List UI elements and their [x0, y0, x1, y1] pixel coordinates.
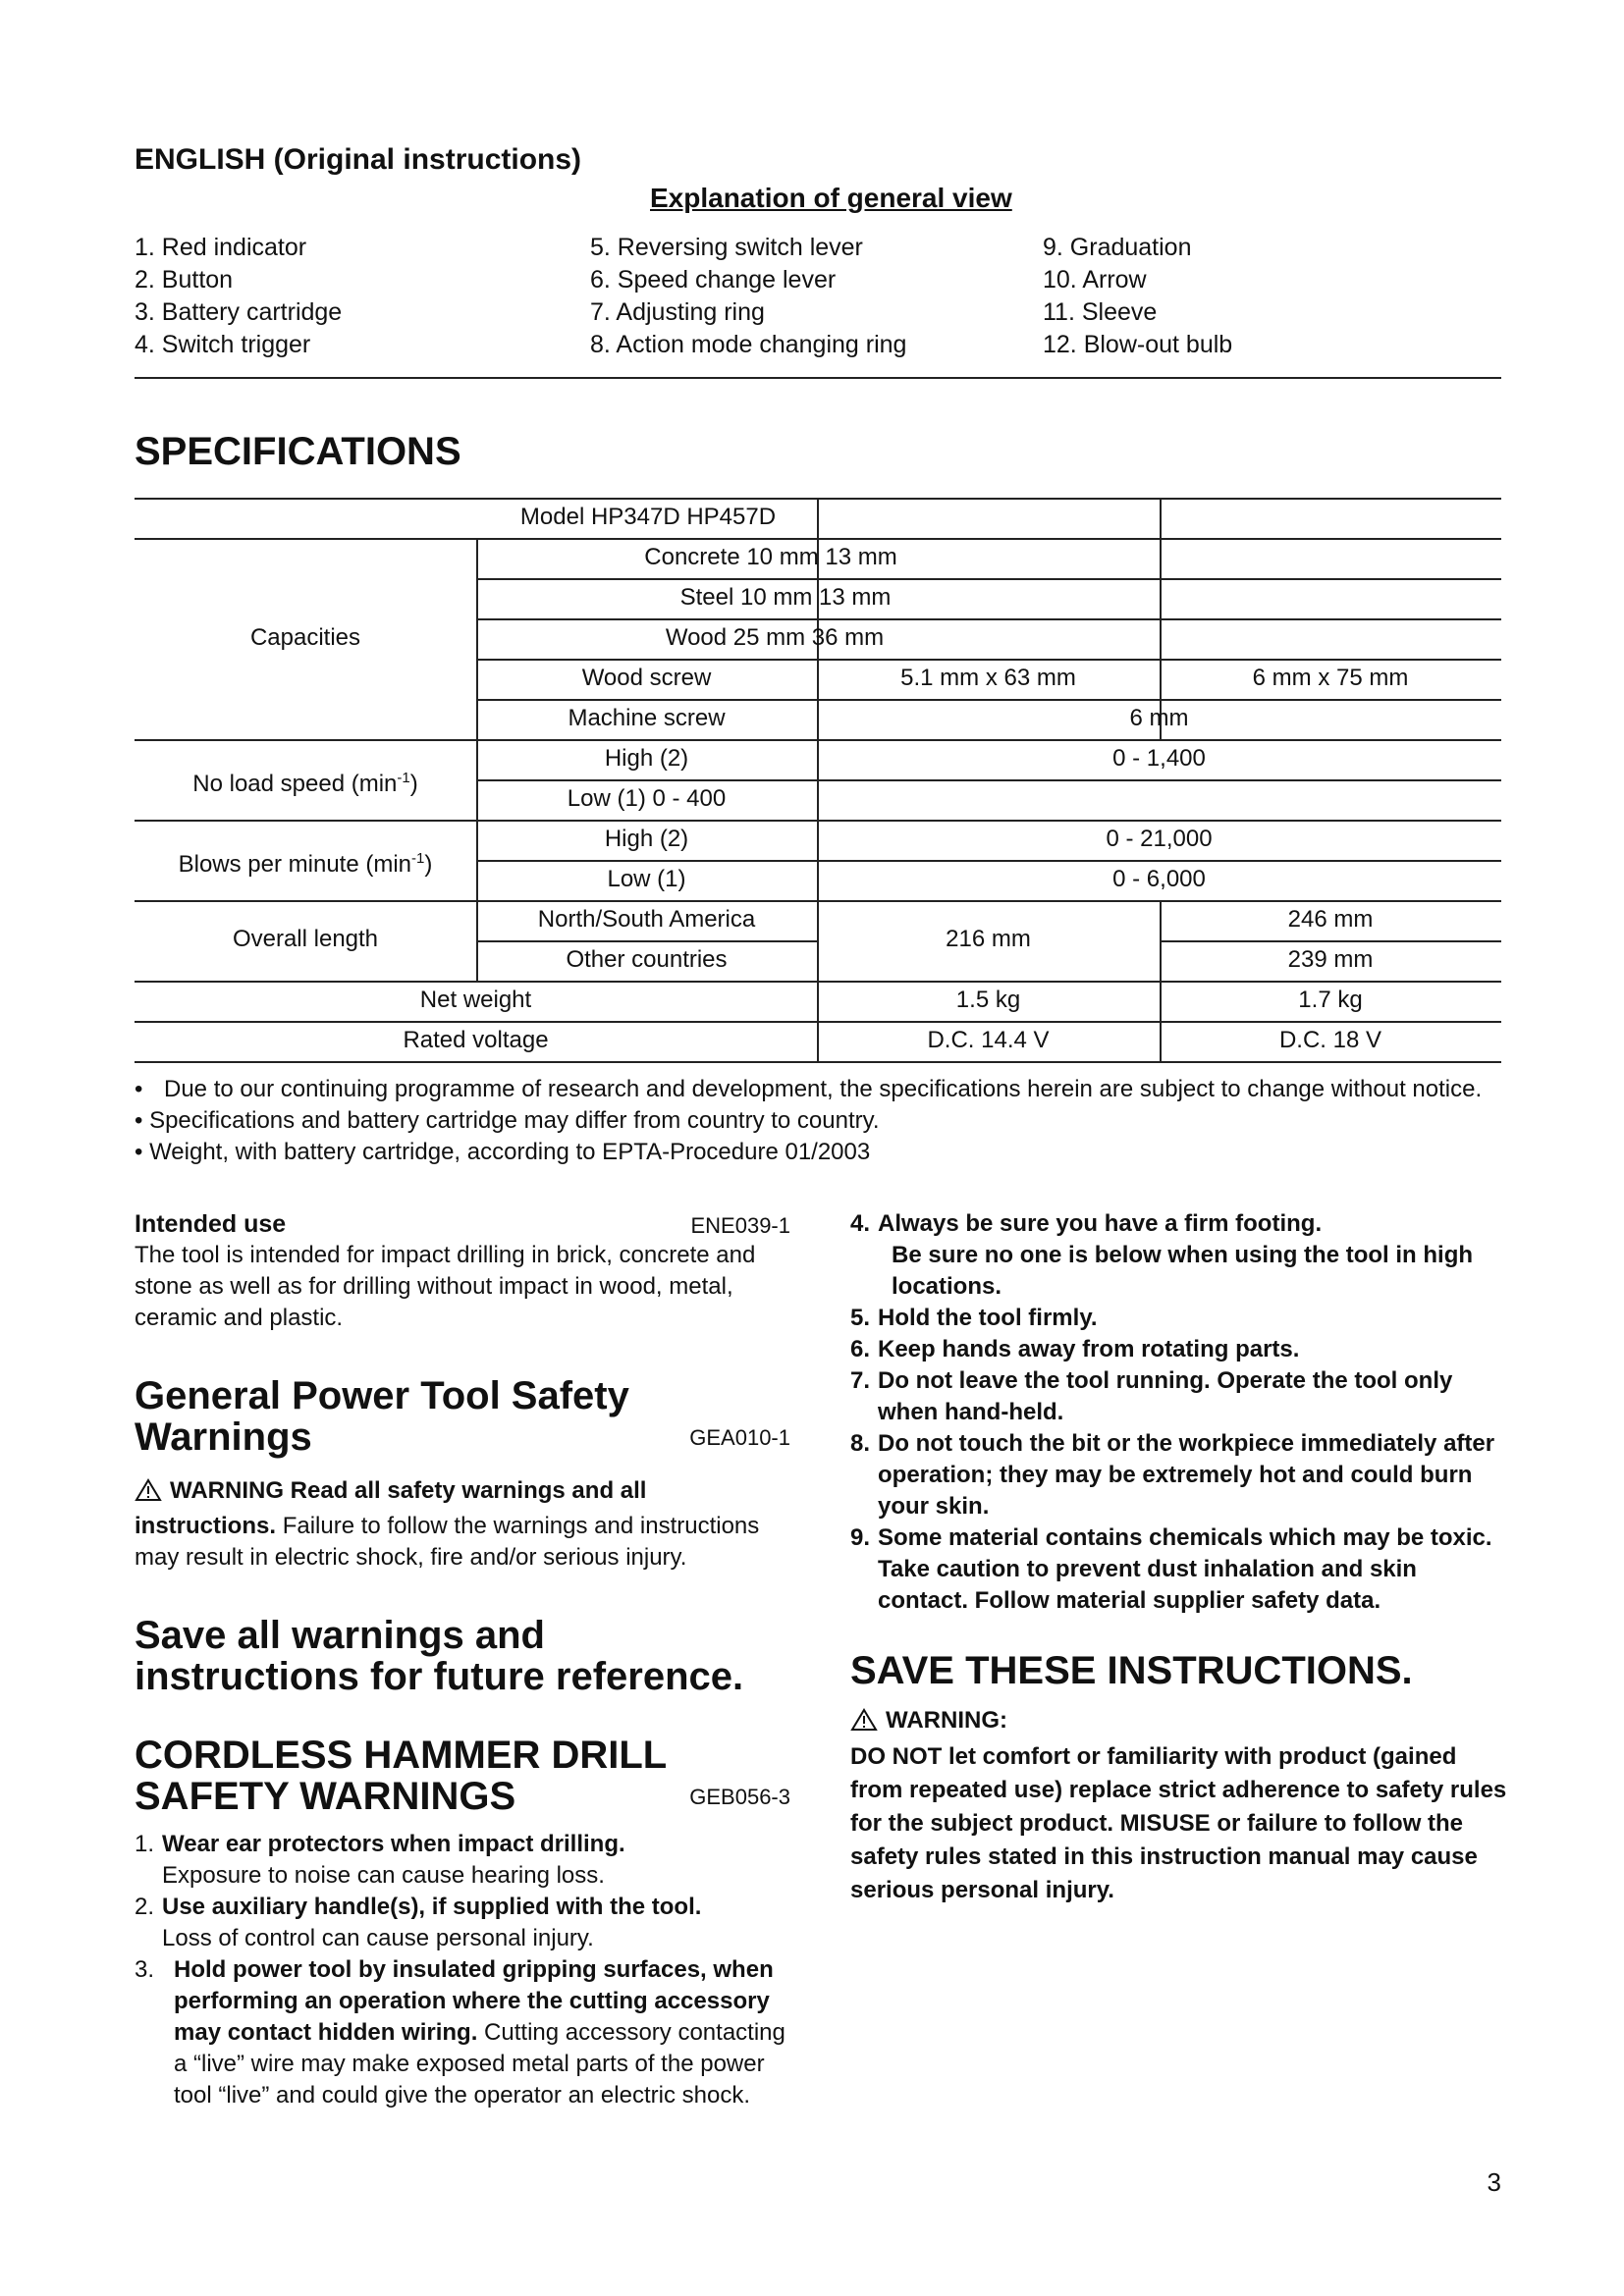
part-item: 6. Speed change lever	[590, 266, 837, 294]
bpm-low-label: Low (1)	[607, 866, 686, 892]
paren: )	[424, 851, 433, 878]
part-item: 12. Blow-out bulb	[1043, 331, 1233, 358]
explanation-heading: Explanation of general view	[650, 183, 1012, 213]
save-these-warning-label	[850, 1705, 1510, 1740]
item-number: 1.	[135, 1831, 155, 1857]
rated-voltage-b: D.C. 18 V	[1278, 1027, 1382, 1053]
table-rule	[1160, 940, 1501, 942]
model-cell: Model HP347D HP457D	[519, 504, 777, 530]
table-rule	[476, 699, 1501, 701]
part-item: 7. Adjusting ring	[590, 298, 765, 326]
note-item: • Specifications and battery cartridge may differ from country to country.	[135, 1107, 880, 1134]
specifications-table	[0, 0, 1624, 1080]
general-safety-warning	[135, 1475, 790, 1574]
overall-length-label: Overall length	[232, 926, 379, 952]
warning-triangle-icon	[850, 1708, 878, 1740]
cordless-title-1: CORDLESS HAMMER DRILL	[135, 1734, 668, 1777]
note-item	[135, 1075, 1509, 1104]
table-rule	[135, 1061, 1501, 1063]
overall-length-a: 216 mm	[946, 926, 1031, 952]
other-countries-label: Other countries	[566, 946, 728, 973]
wood-screw-label: Wood screw	[581, 665, 712, 691]
item-bold: Keep hands away from rotating parts.	[878, 1336, 1300, 1362]
warning-text: Failure to follow the warnings and instructions may result in electric shock, fire and/or serious injury.	[135, 1513, 760, 1571]
table-rule	[476, 578, 1501, 580]
item-bold-2: Be sure no one is below when using the tool in high locations.	[892, 1242, 1474, 1300]
cordless-code: GEB056-3	[689, 1785, 790, 1809]
item-text: Loss of control can cause personal injury.	[162, 1925, 594, 1951]
list-item	[850, 1365, 1510, 1428]
part-item: 8. Action mode changing ring	[590, 331, 907, 358]
save-these-title: SAVE THESE INSTRUCTIONS.	[850, 1649, 1413, 1692]
save-all-line-2: instructions for future reference.	[135, 1655, 744, 1698]
part-item: 3. Battery cartridge	[135, 298, 343, 326]
rated-voltage-label: Rated voltage	[403, 1027, 549, 1053]
item-number: 5.	[850, 1305, 871, 1331]
paren: )	[409, 771, 418, 797]
bpm-high-label: High (2)	[604, 826, 689, 852]
warning-label: WARNING:	[886, 1707, 1007, 1734]
machine-screw-value: 6 mm	[1129, 705, 1189, 731]
capacities-label: Capacities	[249, 624, 361, 651]
net-weight-label: Net weight	[419, 987, 532, 1013]
general-safety-title-2: Warnings	[135, 1415, 312, 1459]
table-rule	[476, 940, 818, 942]
note-text: Due to our continuing programme of research and development, the specifications herein are subject to change without notice.	[164, 1076, 1483, 1102]
item-text: Exposure to noise can cause hearing loss.	[162, 1862, 605, 1889]
right-column	[850, 1208, 1510, 1907]
wood-cell: Wood 25 mm 36 mm	[665, 624, 885, 651]
table-rule	[1160, 498, 1162, 739]
part-item: 5. Reversing switch lever	[590, 234, 863, 261]
no-load-speed-text: No load speed (min	[192, 771, 398, 797]
steel-cell: Steel 10 mm 13 mm	[679, 584, 892, 611]
spec-notes	[135, 1075, 1509, 1169]
wood-screw-value-b: 6 mm x 75 mm	[1252, 665, 1409, 691]
note-item: • Weight, with battery cartridge, according to EPTA-Procedure 01/2003	[135, 1139, 871, 1165]
table-rule	[476, 618, 1501, 620]
no-load-speed-label	[135, 765, 476, 798]
nls-high-value: 0 - 1,400	[1112, 745, 1206, 772]
left-column	[135, 1208, 790, 2111]
warning-bold-text: WARNING Read all safety warnings and all instructions.	[135, 1477, 647, 1539]
general-safety-title-1: General Power Tool Safety	[135, 1374, 629, 1417]
superscript: -1	[397, 770, 410, 786]
bpm-high-value: 0 - 21,000	[1106, 826, 1213, 852]
list-item	[135, 1829, 790, 1892]
item-bold: Wear ear protectors when impact drilling.	[162, 1831, 625, 1857]
save-all-heading	[135, 1615, 790, 1697]
save-all-line-1: Save all warnings and	[135, 1614, 545, 1657]
list-item	[850, 1428, 1510, 1522]
language-heading: ENGLISH (Original instructions)	[135, 143, 582, 176]
nsa-label: North/South America	[537, 906, 756, 933]
warning-triangle-icon	[135, 1478, 162, 1511]
item-number: 9.	[850, 1524, 871, 1551]
list-item	[135, 1892, 790, 1954]
table-rule	[476, 779, 1501, 781]
blows-per-minute-label	[135, 845, 476, 879]
cordless-header	[135, 1735, 790, 1817]
overall-length-b-other: 239 mm	[1287, 946, 1374, 973]
table-rule	[476, 860, 1501, 862]
intended-use-title: Intended use	[135, 1210, 287, 1238]
page-number: 3	[1487, 2167, 1501, 2197]
cordless-title-2: SAFETY WARNINGS	[135, 1775, 516, 1818]
nls-low-cell: Low (1) 0 - 400	[567, 785, 727, 812]
net-weight-b: 1.7 kg	[1298, 987, 1363, 1013]
item-number: 3.	[135, 1956, 155, 1983]
intended-use-header	[135, 1208, 790, 1240]
list-item	[850, 1522, 1510, 1617]
machine-screw-label: Machine screw	[568, 705, 726, 731]
specifications-title: SPECIFICATIONS	[135, 430, 461, 473]
part-item: 1. Red indicator	[135, 234, 307, 261]
nls-high-label: High (2)	[604, 745, 689, 772]
bpm-low-value: 0 - 6,000	[1112, 866, 1206, 892]
item-number: 8.	[850, 1430, 871, 1457]
part-item: 9. Graduation	[1043, 234, 1192, 261]
part-item: 4. Switch trigger	[135, 331, 311, 358]
intended-use-code: ENE039-1	[690, 1213, 790, 1238]
item-bold: Hold the tool firmly.	[878, 1305, 1098, 1331]
list-item	[135, 1954, 790, 2111]
part-item: 10. Arrow	[1043, 266, 1147, 294]
item-bold: Do not leave the tool running. Operate the tool only when hand-held.	[878, 1367, 1453, 1425]
superscript: -1	[411, 850, 425, 867]
part-item: 2. Button	[135, 266, 234, 294]
item-text: Cutting accessory contacting a “live” wire may make exposed metal parts of the power tool “live” and could give the operator an electric shock.	[174, 2019, 785, 2109]
item-number: 4.	[850, 1210, 871, 1237]
general-safety-header	[135, 1375, 790, 1458]
part-item: 11. Sleeve	[1043, 298, 1158, 326]
item-number: 7.	[850, 1367, 871, 1394]
rated-voltage-a: D.C. 14.4 V	[927, 1027, 1050, 1053]
item-bold: Some material contains chemicals which may be toxic. Take caution to prevent dust inhalation and skin contact. Follow material supplier safety data.	[878, 1524, 1492, 1614]
bullet: •	[135, 1076, 143, 1102]
table-rule	[476, 659, 1501, 661]
list-item	[850, 1303, 1510, 1334]
overall-length-b-nsa: 246 mm	[1287, 906, 1374, 933]
wood-screw-value-a: 5.1 mm x 63 mm	[900, 665, 1076, 691]
bpm-text: Blows per minute (min	[178, 851, 412, 878]
table-rule	[817, 498, 819, 1061]
item-bold: Use auxiliary handle(s), if supplied with the tool.	[162, 1894, 702, 1920]
cordless-list	[135, 1829, 790, 2111]
item-number: 6.	[850, 1336, 871, 1362]
list-item	[850, 1208, 1510, 1303]
item-bold: Always be sure you have a firm footing.	[878, 1210, 1323, 1237]
intended-use-text: The tool is intended for impact drilling in brick, concrete and stone as well as for drilling without impact in wood, metal, ceramic and plastic.	[135, 1242, 756, 1331]
save-these-warning-text: DO NOT let comfort or familiarity with product (gained from repeated use) replace strict adherence to safety rules for the subject product. MISUSE or failure to follow the safety rules stated in this instruction manual may cause serious personal injury.	[850, 1743, 1507, 1903]
item-number: 2.	[135, 1894, 155, 1920]
item-bold: Hold power tool by insulated gripping surfaces, when performing an operation where the cutting accessory may contact hidden wiring.	[174, 1956, 774, 2046]
net-weight-a: 1.5 kg	[955, 987, 1021, 1013]
general-safety-code: GEA010-1	[689, 1425, 790, 1450]
item-bold: Do not touch the bit or the workpiece immediately after operation; they may be extremely hot and could burn your skin.	[878, 1430, 1495, 1520]
list-item	[850, 1334, 1510, 1365]
concrete-cell: Concrete 10 mm 13 mm	[644, 544, 897, 570]
